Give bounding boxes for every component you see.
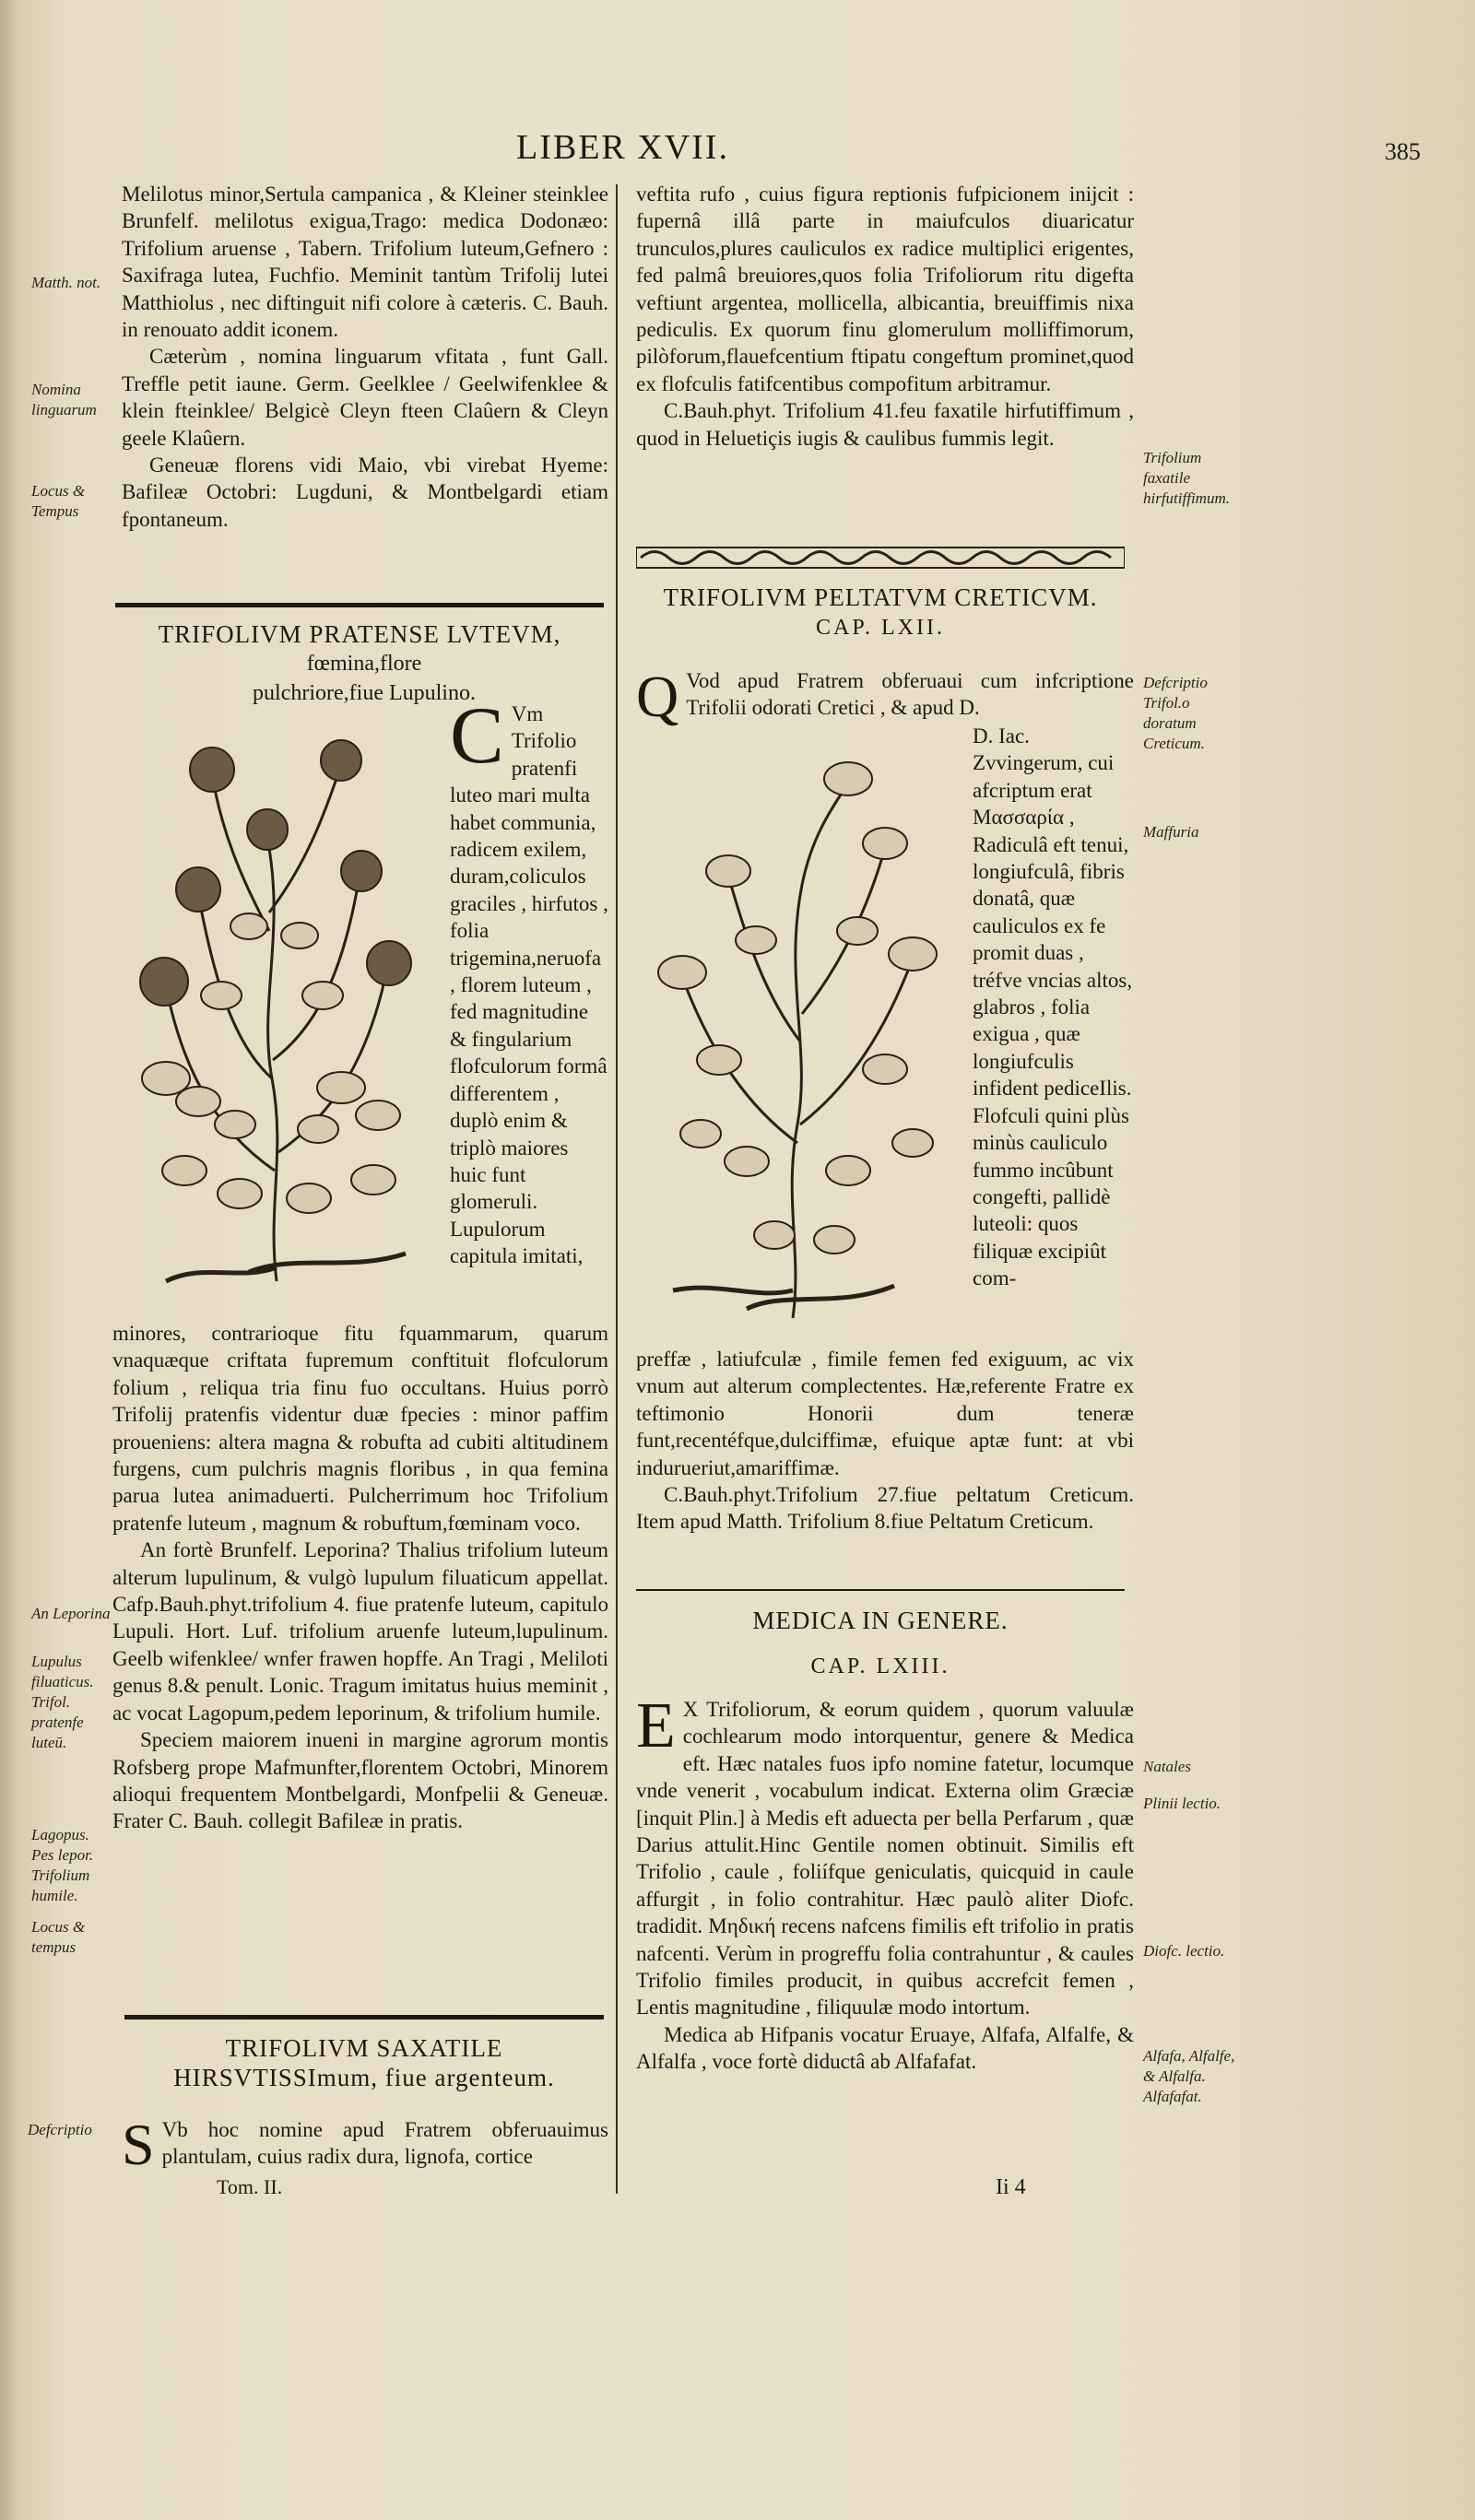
dropcap-c: C [450, 691, 504, 781]
column-divider [616, 184, 618, 2194]
pratense-body [112, 1320, 608, 1835]
section-rule [115, 603, 604, 607]
dropcap-q: Q [636, 664, 679, 729]
margin-note-lagopus: Lagopus. Pes lepor. Trifolium humile. [31, 1826, 94, 1904]
section-rule [124, 2015, 604, 2020]
section-title-medica: MEDICA IN GENERE. [752, 1607, 1009, 1634]
peltatum-paragraph: C.Bauh.phyt.Trifolium 27.fiue peltatum Creticum. Item apud Matth. Trifolium 8.fiue Peltatum Creticum. [636, 1483, 1134, 1534]
chapter-63: CAP. LXIII. [810, 1654, 950, 1678]
margin-note-descriptio: Defcriptio [28, 2121, 92, 2138]
medica-text: X Trifoliorum, & eorum quidem , quorum valuulæ cochlearum modo intorquentur, genere & Medica eft. Hæc natales fuos ipfo nomine fatetur, locumque vnde venerit , vocabulum indicat. Externa olim Græciæ [inquit Plin.] à Medis eft aduecta per bella Perfarum , quæ Darius attulit.Hinc Gentile nomen obtinuit. Similis eft Trifolio , caule , foliífque geniculatis, quicquid in caule affurgit , in folio contrahitur. Hæc paulò aliter Diofc. tradidit. Μηδική recens nafcens fimilis eft trifolio in pratis nafcenti. Verùm in progreffu folia contrahuntur , & caules Trifolio fimiles producit, in quibus accrefcit femen , Lentis magnitudine , filiquulæ modo intortum. [636, 1698, 1134, 2020]
margin-note-massaria: Maffuria [1143, 823, 1199, 841]
medica-paragraph: Medica ab Hifpanis vocatur Eruaye, Alfafa, Alfalfe, & Alfalfa , voce fortè diductâ ab Alfafafat. [636, 2022, 1134, 2074]
section-rule [636, 1589, 1125, 1591]
saxatile-paragraph: C.Bauh.phyt. Trifolium 41.feu faxatile hirfutiffimum , quod in Heluetiçis iugis & caulibus fummis legit. [636, 399, 1134, 450]
peltatum-intro: Vod apud Fratrem obferuaui cum infcriptione Trifolii odorati Cretici , & apud D. [686, 669, 1134, 720]
pratense-paragraph: Speciem maiorem inueni in margine agrorum montis Rofsberg prope Mafmunfter,florentem Octobri, Minorem alioqui frequentem Montbelgardi, Monfpelii & Geneuæ. Frater C. Bauh. collegit Bafileæ in pratis. [112, 1728, 608, 1833]
margin-note-trifolium-saxatile: Trifolium faxatile hirfutiffimum. [1143, 449, 1230, 507]
pratense-text-beside-image [450, 691, 608, 1270]
peltatum-text-beside-image: D. Iac. Zvvingerum, cui afcriptum erat Μασσαρία , Radiculâ eft tenui, longiufculâ, fibris donatâ, quæ cauliculos ex fe promit duas , tréfve vncias altos, glabros , folia exigua , quæ longiufculis infident pediceIlis. Flofculi quini plùs minùs cauliculo fummo incûbunt congefti, pallidè luteoli: quos filiquæ excipiût com- [973, 724, 1133, 1290]
intro-paragraph: Melilotus minor,Sertula campanica , & Kleiner steinklee Brunfelf. melilotus exigua,Trago: medica Dodonæo: Trifolium aruense , Tabern. Trifolium luteum,Gefnero : Saxifraga lutea, Fuchfio. Meminit tantùm Trifolij lutei Matthiolus , nec diftinguit nifi colore à cæteris. C. Bauh. in renouato addit iconem. [122, 183, 608, 342]
intro-paragraph: Geneuæ florens vidi Maio, vbi virebat Hyeme: Bafileæ Octobri: Lugduni, & Montbelgardi etiam fpontaneum. [122, 453, 608, 531]
peltatum-body [636, 1346, 1134, 1536]
margin-note-natales: Natales [1143, 1758, 1191, 1775]
pratense-description-start: Vm Trifolio pratenfi luteo mari multa habet communia, radicem exilem, duram,coliculos graciles , hirfutos , folia trigemina,neruofa , florem luteum , fed magnitudine & fingularium flofculorum formâ differentem , duplò enim & triplò maiores huic funt glomeruli. Lupulorum capitula imitati, [450, 702, 608, 1268]
trifolium-pratense-woodcut [111, 691, 444, 1290]
margin-note-locus-2: Locus & tempus [31, 1918, 86, 1956]
signature-right: Ii 4 [996, 2175, 1026, 2199]
left-intro [122, 181, 608, 533]
running-title: LIBER XVII. [516, 128, 729, 167]
saxatile-description: Vb hoc nomine apud Fratrem obferuauimus plantulam, cuius radix dura, lignofa, cortice [161, 2118, 608, 2169]
section-title-saxatile: TRIFOLIVM SAXATILE HIRSVTISSImum, fiue argenteum. [173, 2034, 555, 2091]
pratense-paragraph: An fortè Brunfelf. Leporina? Thalius trifolium luteum alterum lupulinum, & vulgò lupulum filuaticum appellat. Cafp.Bauh.phyt.trifolium 4. fiue pratenfe luteum, capitulo Lupuli. Hort. Luf. trifolium aruenfe luteum,lupulinum. Geelb wifenklee/ wnfer frawen hopffe. An Tragi , Meliloti genus 8.& penult. Lonic. Tragum imitatus huius meminit , ac vocat Lagopum,pedem leporinum, & trifolium humile. [112, 1538, 608, 1725]
chapter-62: CAP. LXII. [815, 616, 945, 640]
page-number: 385 [1385, 138, 1421, 165]
section-title-peltatum: TRIFOLIVM PELTATVM CRETICVM. [663, 583, 1098, 611]
dropcap-s: S [122, 2112, 155, 2177]
margin-note-descriptio-creticum: Defcriptio Trifol.o doratum Creticum. [1143, 674, 1208, 752]
saxatile-body [122, 2112, 608, 2177]
margin-note-diosc: Diofc. lectio. [1143, 1942, 1225, 1960]
margin-note-an-leporina: An Leporina [31, 1605, 111, 1622]
margin-note-plinii: Plinii lectio. [1143, 1795, 1221, 1812]
dropcap-e: E [636, 1690, 676, 1761]
intro-paragraph: Cæterùm , nomina linguarum vfitata , funt Gall. Treffle petit iaune. Germ. Geelklee / Geelwifenklee & klein fteinklee/ Belgicè Cleyn fteen Claûern & Cleyn geele Klaûern. [122, 345, 608, 450]
medica-body [636, 1690, 1134, 2076]
section-title-pratense: TRIFOLIVM PRATENSE LVTEVM, [158, 620, 561, 648]
margin-note-lupulus: Lupulus filuaticus. Trifol. pratenfe luteū. [31, 1653, 94, 1751]
pratense-paragraph: minores, contrarioque fitu fquammarum, quarum vnaquæque criftata fupremum conftituit flofculorum folium , reliqua tria finu fuo occultans. Huius porrò Trifolij pratenfis videntur duæ fpecies : minor paffim proueniens: altera magna & robufta ad cubiti altitudinem furgens, cum pulchris magnis floribus , in qua femina parua lutea animaduerti. Pulcherrimum hoc Trifolium pratenfe luteum , magnum & robuftum,fœminam voco. [112, 1322, 608, 1535]
margin-note-matth: Matth. not. [31, 274, 101, 291]
decorative-border-ornament [636, 546, 1125, 570]
margin-note-alfafa: Alfafa, Alfalfe, & Alfalfa. Alfafafat. [1143, 2047, 1235, 2105]
medica-paragraph [636, 1690, 1134, 2021]
saxatile-continued [636, 181, 1134, 452]
peltatum-lead [636, 664, 1134, 729]
margin-note-nomina: Nomina linguarum [31, 381, 97, 418]
peltatum-paragraph: preffæ , latiufculæ , fimile femen fed exiguum, ac vix vnum aut alterum complectentes. Hæ,referente Fratre ex teftimonio Honorii dum teneræ funt,recentéfque,dulciffimæ, efuique aptæ funt: at vbi indurueriut,amariffimæ. [636, 1348, 1134, 1479]
trifolium-peltatum-woodcut [636, 737, 968, 1327]
saxatile-paragraph: veftita rufo , cuius figura reptionis fufpicionem inijcit : fupernâ illâ parte in maiufculos diuaricatur trunculos,plures cauliculos ex radice multiplici erigentes, fed palmâ breuiores,quos folia Trifoliorum ritu digefta veftiunt argentea, mollicella, albicantia, breuiffimis nixa pediculis. Ex quorum finu glomerulum molliffimorum, pilòforum,flauefcentium ftipatu congeftum prominet,quod ex flofculis fatifcentibus compofitum arbitramur. [636, 183, 1134, 395]
section-subtitle-pratense: fœmina,flore pulchriore,fiue Lupulino. [253, 652, 476, 705]
signature-left: Tom. II. [217, 2175, 283, 2198]
margin-note-locus: Locus & Tempus [31, 482, 86, 520]
